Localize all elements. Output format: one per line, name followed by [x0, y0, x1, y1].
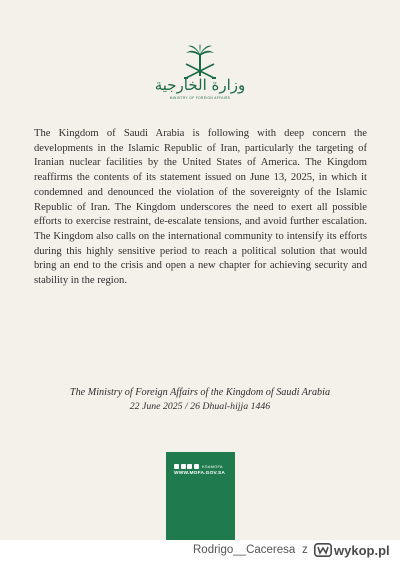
statement-body: The Kingdom of Saudi Arabia is following with deep concern the developments in the Islamic Republic of Iran, particularly the targeting of Iranian nuclear facilities by the United States of America. The Kingdom reaffirms the contents of its statement issued on June 13, 2025, in which it condemned and denounced the violation of the sovereignty of the Islamic Republic of Iran. The Kingdom underscores the need to exert all possible efforts to exercise restraint, de-escalate tensions, and avoid further escalation. The Kingdom also calls on the international community to intensify its efforts during this highly sensitive period to reach a political solution that would bring an end to the crisis and open a new chapter for achieving security and stability in the region. [34, 128, 367, 287]
wykop-logo-icon [314, 543, 332, 557]
social-row [174, 463, 223, 469]
signature-line: The Ministry of Foreign Affairs of the Kingdom of Saudi Arabia [69, 387, 331, 398]
snapchat-icon [187, 464, 192, 469]
instagram-icon [181, 464, 186, 469]
ministry-name-arabic: وزارة الخارجية [154, 76, 246, 94]
youtube-icon [174, 464, 179, 469]
website-link[interactable]: WWW.MOFA.GOV.SA [174, 471, 226, 476]
author-username[interactable]: Rodrigo__Caceresa [193, 544, 296, 556]
date-line: 22 June 2025 / 26 Dhual-hijja 1446 [129, 401, 271, 412]
social-handle: KSAMOFA [202, 463, 223, 469]
signature-block [0, 386, 400, 414]
site-logo[interactable] [314, 542, 390, 558]
source-separator: z [302, 544, 308, 556]
contact-box [166, 452, 235, 540]
x-icon [194, 464, 199, 469]
ministry-name-english: MINISTRY OF FOREIGN AFFAIRS [169, 96, 231, 100]
site-name: wykop.pl [334, 542, 390, 558]
